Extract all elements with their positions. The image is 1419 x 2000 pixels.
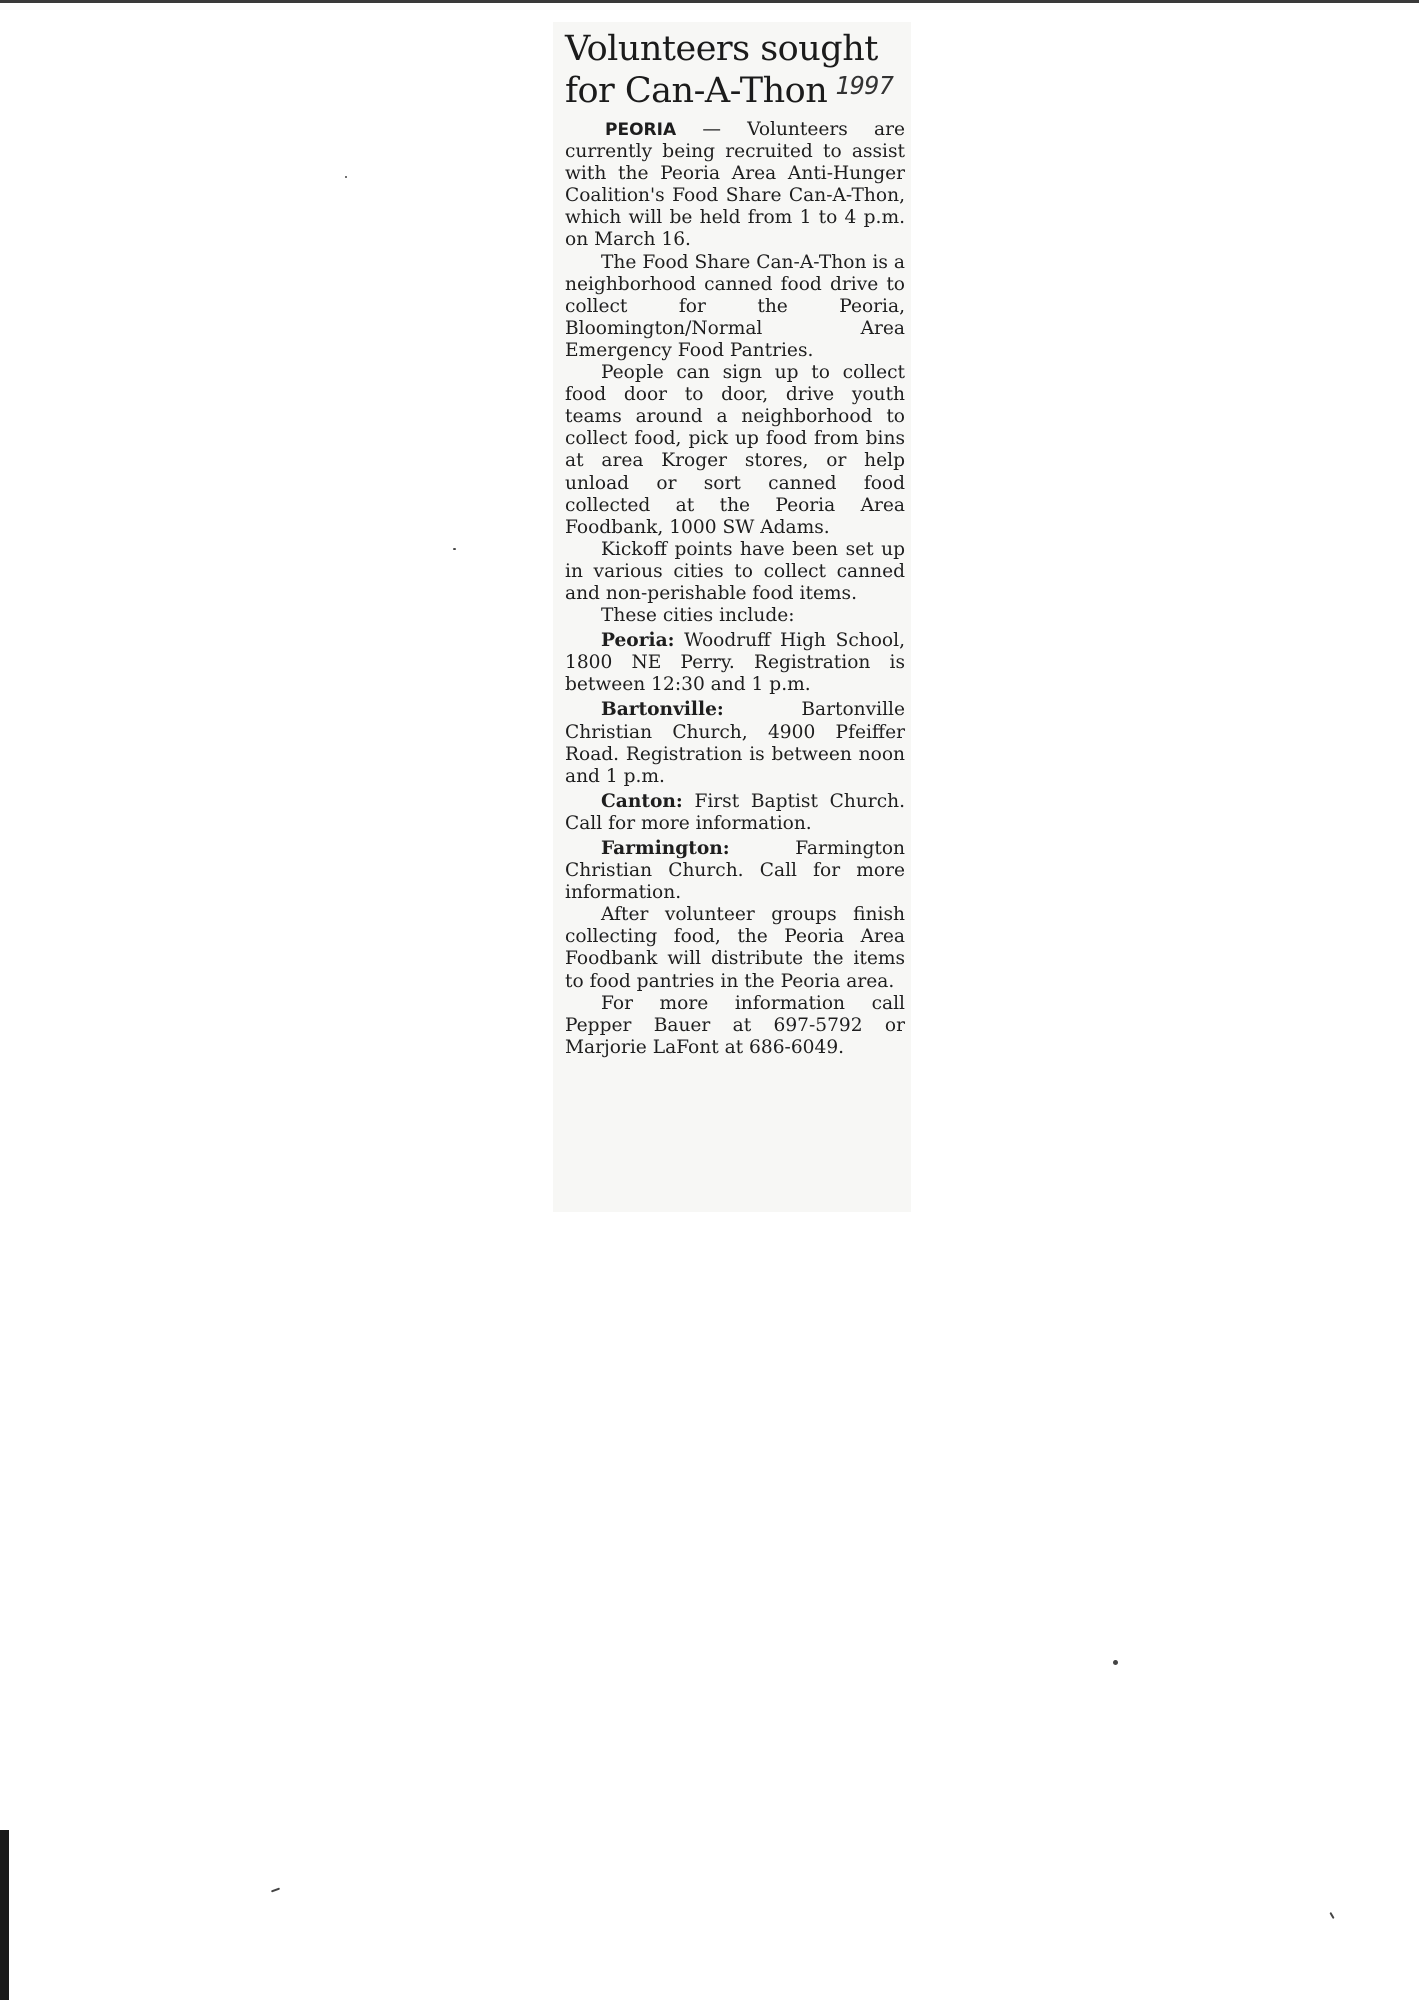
location-details: Bartonville Christian Church, 4900 Pfeiffer Road. Registration is between noon and 1 p.m. [565,699,905,787]
paragraph-signup: People can sign up to collect food door to door, drive youth teams around a neighborhood to collect food, pick up food from bins at area Kroger stores, or help unload or sort canned food collected at the Peoria Area Foodbank, 1000 SW Adams. [565,362,905,538]
paragraph-description: The Food Share Can-A-Thon is a neighborhood canned food drive to collect for the Peoria, Bloomington/Normal Area Emergency Food Pantries. [565,251,905,361]
scan-speck [453,548,456,550]
location-entry [565,630,905,696]
headline-line-2: for Can-A-Thon [565,71,828,111]
location-details: First Baptist Church. Call for more information. [565,790,905,834]
location-city: Peoria: [601,630,675,652]
scan-speck [345,176,347,178]
article-body [565,119,905,1059]
paragraph-kickoff: Kickoff points have been set up in various cities to collect canned and non-perishable food items. [565,538,905,604]
handwritten-year-note: 1997 [835,71,894,100]
paragraph-contact: For more information call Pepper Bauer at 697-5792 or Marjorie LaFont at 686-6049. [565,992,905,1058]
location-city: Canton: [601,790,683,812]
article-headline [565,28,905,115]
paragraph-intro-text: — Volunteers are currently being recruited to assist with the Peoria Area Anti-Hunger Coalition's Food Share Can-A-Thon, which will be held from 1 to 4 p.m. on March 16. [565,119,905,251]
scan-left-edge-shadow [0,1830,9,2000]
scan-speck [271,1888,280,1893]
scan-top-edge [0,0,1419,3]
location-details: Farmington Christian Church. Call for more information. [565,838,905,904]
location-city: Bartonville: [601,699,724,721]
scan-speck [1113,1660,1118,1665]
dateline: PEORIA [605,120,677,140]
location-city: Farmington: [601,838,730,859]
location-entry [565,699,905,787]
location-entry [565,838,905,904]
paragraph-cities-intro: These cities include: [601,605,795,627]
headline-line-1: Volunteers sought [565,29,878,69]
location-entry [565,791,905,835]
paragraph-intro [565,119,905,252]
paragraph-distribution: After volunteer groups finish collecting food, the Peoria Area Foodbank will distribute the items to food pantries in the Peoria area. [565,904,905,992]
scan-speck [1329,1912,1334,1919]
location-details: Woodruff High School, 1800 NE Perry. Registration is between 12:30 and 1 p.m. [565,630,905,696]
